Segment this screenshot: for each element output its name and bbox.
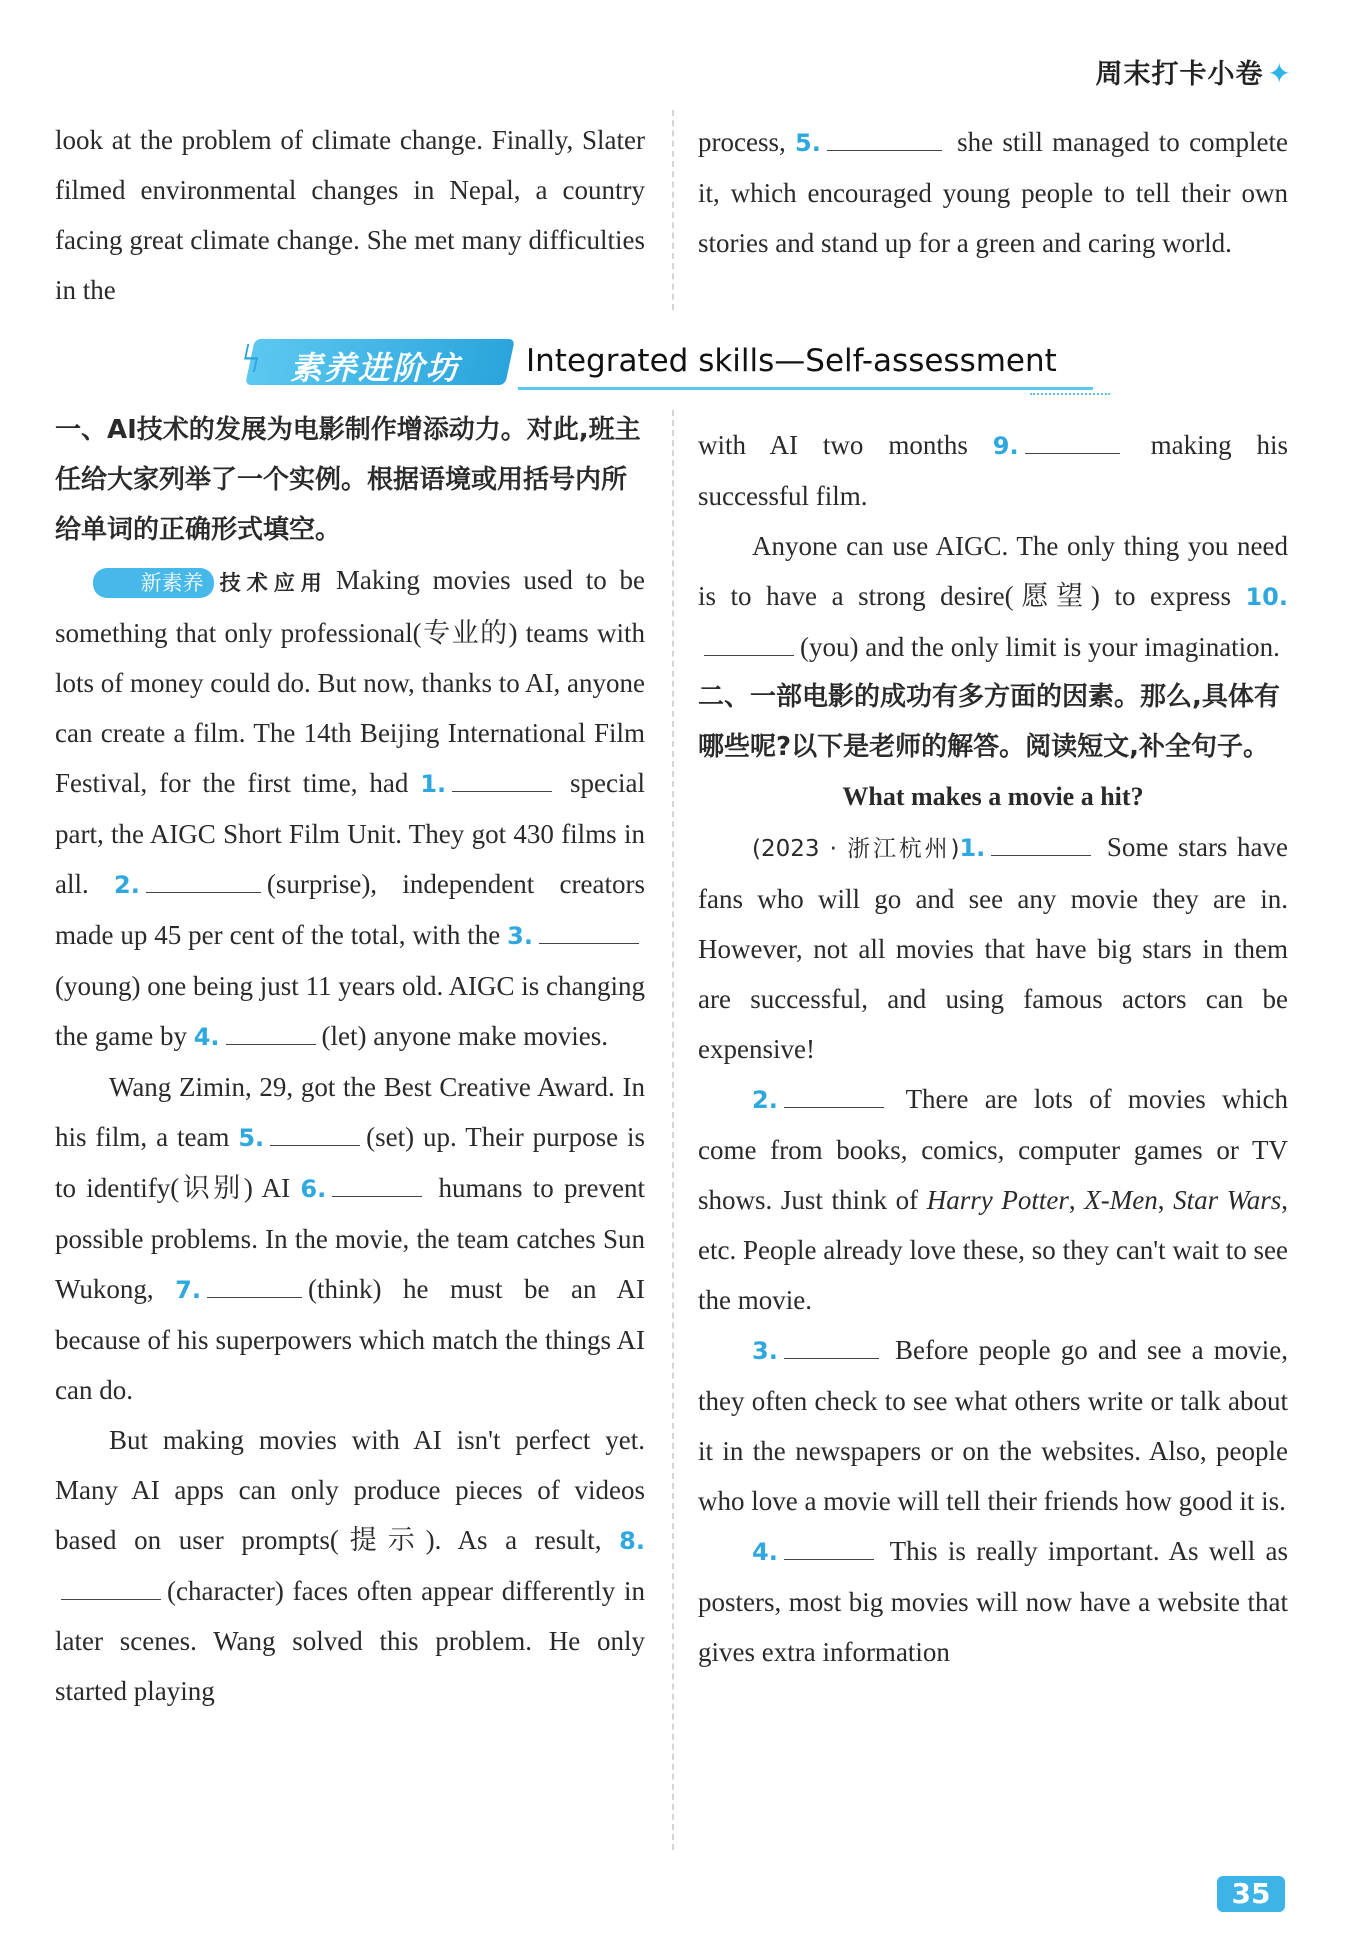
part1-paragraph-4: with AI two months 9. making his successful film.	[698, 430, 1289, 511]
answer-blank[interactable]	[61, 1575, 161, 1600]
section-title: Integrated skills—Self-assessment	[526, 343, 1057, 379]
header-title: 周末打卡小卷	[1095, 59, 1264, 90]
part2-paragraph-3: 3. Before people go and see a movie, they often check to see what others write or talk about it in the newspapers or on the websites. Also, people who love a movie will tell their friends how good it is.	[698, 1335, 1289, 1516]
sparkle-star-icon: ✦	[1267, 57, 1292, 90]
part2-paragraph-4: 4. This is really important. As well as posters, most big movies will now have a website that gives extra information	[698, 1536, 1288, 1667]
answer-blank[interactable]	[226, 1020, 316, 1045]
part2-paragraph-1: (2023 · 浙江杭州)1. Some stars have fans who will go and see any movie they are in. However, not all movies that have big stars in them are successful, and using famous actors can be expensive!	[698, 832, 1288, 1064]
right-column	[698, 420, 1288, 1677]
part1-instruction: 一、AI技术的发展为电影制作增添动力。对此,班主任给大家列举了一个实例。根据语境或用括号内所给单词的正确形式填空。	[55, 415, 641, 545]
top-right-text: process, 5. she still managed to complete it, which encouraged young people to tell their own stories and stand up for a green and caring world.	[698, 127, 1289, 258]
answer-blank[interactable]	[827, 126, 942, 151]
part1-paragraph-3: But making movies with AI isn't perfect yet. Many AI apps can only produce pieces of videos based on user prompts(提示). As a result, 8.(character) faces often appear differently in later scenes. Wang solved this problem. He only started playing	[55, 1424, 645, 1706]
answer-blank[interactable]	[146, 868, 261, 893]
answer-blank[interactable]	[270, 1121, 360, 1146]
lightning-icon: ϟ	[242, 336, 261, 381]
top-left-text: look at the problem of climate change. Finally, Slater filmed environmental changes in Nepal, a country facing great climate change. She met many difficulties in the	[55, 125, 645, 305]
answer-blank[interactable]	[991, 831, 1091, 856]
part1-paragraph-1: 新素养 技术应用 Making movies used to be something that only professional(专业的) teams with lots of money could do. But now, thanks to AI, anyone can create a film. The 14th Beijing International Film Festival, for the first time, had 1. special part, the AIGC Short Film Unit. They got 430 films in all. 2. (surprise), independent creators made up 45 per cent of the total, with the 3.(young) one being just 11 years old. AIGC is changing the game by 4. (let) anyone make movies.	[55, 565, 646, 1051]
answer-blank[interactable]	[539, 919, 639, 944]
column-divider-main	[672, 410, 674, 1850]
answer-blank[interactable]	[784, 1083, 884, 1108]
part2-instruction: 二、一部电影的成功有多方面的因素。那么,具体有哪些呢?以下是老师的解答。阅读短文,补全句子。	[698, 682, 1280, 762]
answer-blank[interactable]	[332, 1172, 422, 1197]
answer-blank[interactable]	[1025, 429, 1120, 454]
header-tag	[1096, 52, 1292, 91]
part2-paragraph-2: 2. There are lots of movies which come from books, comics, computer games or TV shows. Just think of Harry Potter, X-Men, Star Wars, etc. People already love these, so they can't wait to see the movie.	[698, 1084, 1289, 1315]
section-banner	[242, 335, 1110, 390]
page-number: 35	[1217, 1876, 1285, 1912]
part1-paragraph-2: Wang Zimin, 29, got the Best Creative Award. In his film, a team 5. (set) up. Their purpose is to identify(识别) AI 6. humans to prevent possible problems. In the movie, the team catches Sun Wukong, 7. (think) he must be an AI because of his superpowers which match the things AI can do.	[55, 1071, 645, 1405]
answer-blank[interactable]	[207, 1273, 302, 1298]
section-badge: 素养进阶坊	[290, 349, 461, 387]
answer-blank[interactable]	[784, 1535, 874, 1560]
badge-new-literacy: 新素养	[93, 568, 214, 598]
answer-blank[interactable]	[704, 631, 794, 656]
answer-blank[interactable]	[784, 1334, 879, 1359]
column-divider-top	[672, 110, 674, 310]
left-column	[55, 405, 645, 1716]
passage-title: What makes a movie a hit?	[842, 782, 1144, 811]
part1-paragraph-5: Anyone can use AIGC. The only thing you need is to have a strong desire(愿望) to express 10.(you) and the only limit is your imagination.	[698, 531, 1288, 662]
answer-blank[interactable]	[452, 767, 552, 792]
